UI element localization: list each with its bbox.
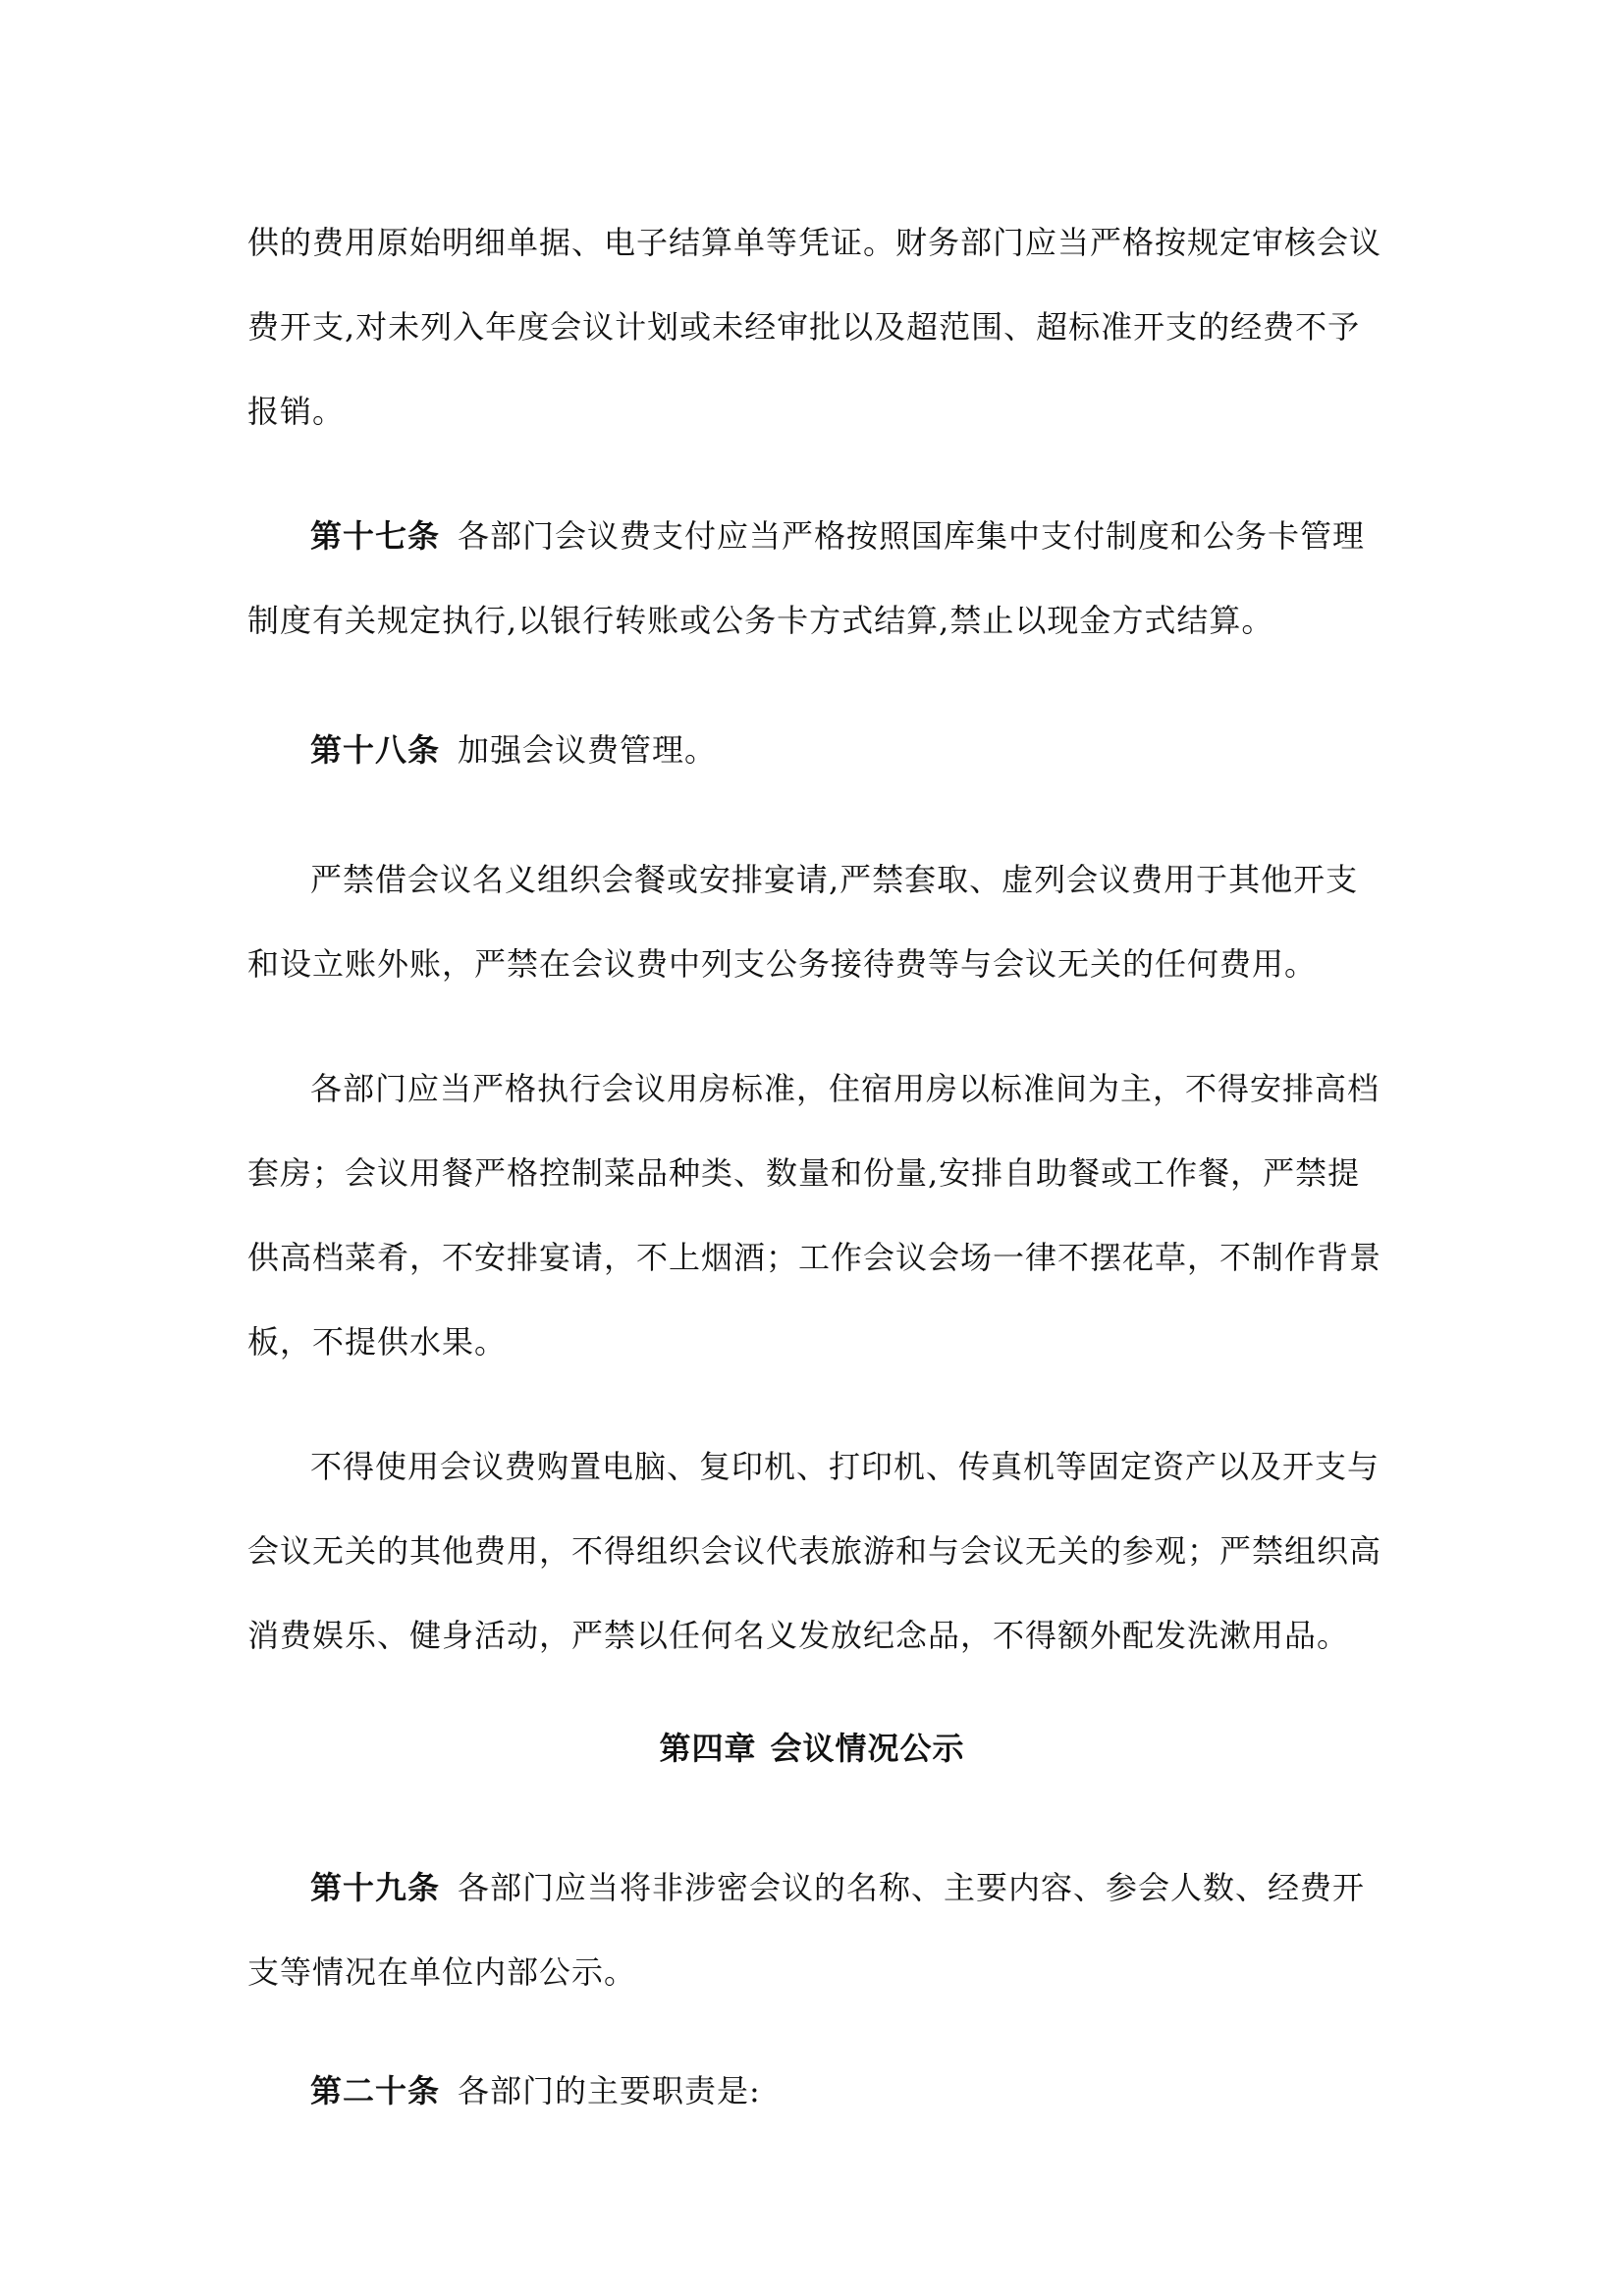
article-17-label: 第十七条 (310, 517, 441, 555)
housing-standard-paragraph (247, 1046, 1386, 1384)
article-17-text: 各部门会议费支付应当严格按照国库集中支付制度和公务卡管理制度有关规定执行,以银行转账或公务卡方式结算,禁止以现金方式结算。 (247, 517, 1366, 639)
article-18-label: 第十八条 (310, 731, 441, 769)
article-20-text: 各部门的主要职责是: (458, 2072, 761, 2109)
article-20-label: 第二十条 (310, 2072, 441, 2109)
chapter-4-number: 第四章 (659, 1730, 757, 1767)
asset-purchase-ban-paragraph (247, 1424, 1386, 1678)
asset-purchase-ban-text: 不得使用会议费购置电脑、复印机、打印机、传真机等固定资产以及开支与会议无关的其他费用，不得组织会议代表旅游和与会议无关的参观；严禁组织高消费娱乐、健身活动，严禁以任何名义发放纪念品，不得额外配发洗漱用品。 (247, 1448, 1382, 1654)
housing-standard-text: 各部门应当严格执行会议用房标准，住宿用房以标准间为主，不得安排高档套房；会议用餐严格控制菜品种类、数量和份量,安排自助餐或工作餐，严禁提供高档菜肴，不安排宴请，不上烟酒；工作会议会场一律不摆花草，不制作背景板，不提供水果。 (247, 1070, 1382, 1361)
continuation-text: 供的费用原始明细单据、电子结算单等凭证。财务部门应当严格按规定审核会议费开支,对未列入年度会议计划或未经审批以及超范围、超标准开支的经费不予报销。 (247, 224, 1382, 430)
banquet-ban-text: 严禁借会议名义组织会餐或安排宴请,严禁套取、虚列会议费用于其他开支和设立账外账，严禁在会议费中列支公务接待费等与会议无关的任何费用。 (247, 861, 1359, 983)
continuation-paragraph (247, 200, 1386, 454)
chapter-4-heading (0, 1706, 1624, 1790)
article-19-text: 各部门应当将非涉密会议的名称、主要内容、参会人数、经费开支等情况在单位内部公示。 (247, 1869, 1366, 1991)
article-20-paragraph (247, 2049, 1386, 2133)
banquet-ban-paragraph (247, 837, 1386, 1006)
article-18-paragraph (247, 708, 1386, 792)
article-19-paragraph (247, 1845, 1386, 2014)
article-17-paragraph (247, 494, 1386, 663)
chapter-4-title: 会议情况公示 (770, 1730, 965, 1767)
article-18-text: 加强会议费管理。 (458, 731, 718, 769)
article-19-label: 第十九条 (310, 1869, 441, 1906)
